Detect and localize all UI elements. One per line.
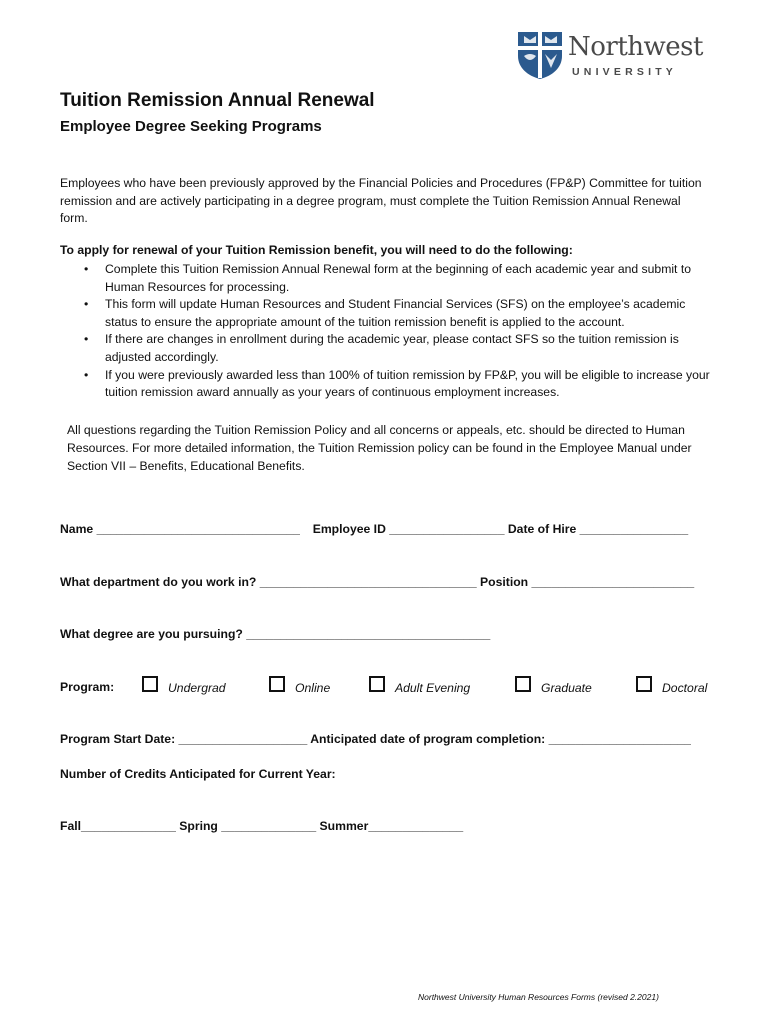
bullet-icon: • (84, 332, 89, 347)
name-field[interactable]: Name ______________________________ (60, 522, 300, 536)
anticipated-completion-field[interactable]: Anticipated date of program completion: _____________________ (310, 732, 691, 746)
list-item (60, 296, 710, 331)
credits-row (60, 819, 463, 833)
checkbox-icon[interactable] (636, 676, 652, 692)
logo-subtitle: UNIVERSITY (572, 66, 678, 78)
bullet-icon: • (84, 262, 89, 276)
northwest-university-logo (516, 30, 716, 80)
program-dates-row (60, 732, 691, 746)
program-option-doctoral[interactable] (636, 676, 708, 695)
department-row (60, 575, 694, 589)
position-field[interactable]: Position ________________________ (480, 575, 695, 589)
list-item (60, 331, 710, 366)
list-item-text: If you were previously awarded less than 100% of tuition remission by FP&P, you will be eligible to increase your tuition remission award annually as your years of continuous employment increases. (105, 367, 710, 400)
list-item-text: This form will update Human Resources and Student Financial Services (SFS) on the employee’s academic status to ensure the appropriate amount of the tuition remission benefit is applied to the account. (105, 297, 686, 329)
program-option-adult-evening[interactable] (369, 676, 471, 695)
credits-label: Number of Credits Anticipated for Current Year: (60, 767, 336, 781)
date-of-hire-field[interactable]: Date of Hire ________________ (507, 522, 689, 536)
summer-credits-field[interactable]: Summer______________ (319, 819, 464, 833)
intro-paragraph (60, 175, 710, 228)
bullet-icon: • (84, 297, 89, 312)
list-item (60, 367, 710, 402)
degree-field[interactable]: What degree are you pursuing? ____________________________________ (60, 627, 491, 641)
checkbox-icon[interactable] (142, 676, 158, 692)
program-row (60, 680, 720, 702)
shield-crest-icon (516, 30, 564, 80)
form-title: Tuition Remission Annual Renewal (60, 90, 375, 111)
program-option-online[interactable] (269, 676, 331, 695)
instruction-list (60, 261, 710, 402)
checkbox-icon[interactable] (515, 676, 531, 692)
apply-heading: To apply for renewal of your Tuition Remission benefit, you will need to do the following: (60, 243, 573, 257)
checkbox-icon[interactable] (269, 676, 285, 692)
page-footer: Northwest University Human Resources Forms (revised 2.2021) (418, 992, 659, 1002)
program-label: Program: (60, 680, 115, 694)
bullet-icon: • (84, 367, 89, 382)
logo-name: Northwest (568, 32, 703, 62)
list-item-text: If there are changes in enrollment during the academic year, please contact SFS so the tuition remission is adjusted accordingly. (105, 332, 679, 364)
employee-id-field[interactable]: Employee ID _________________ (312, 522, 505, 536)
form-subtitle: Employee Degree Seeking Programs (60, 118, 322, 135)
list-item (60, 261, 710, 296)
list-item-text: Complete this Tuition Remission Annual Renewal form at the beginning of each academic year and submit to Human Resources for processing. (105, 262, 691, 294)
department-field[interactable]: What department do you work in? ________________________________ (60, 575, 477, 589)
degree-row (60, 627, 490, 641)
option-label: Doctoral (662, 681, 708, 695)
spring-credits-field[interactable]: Spring ______________ (179, 819, 317, 833)
checkbox-icon[interactable] (369, 676, 385, 692)
policy-paragraph: All questions regarding the Tuition Remission Policy and all concerns or appeals, etc. should be directed to Human Resources. For more detailed information, the Tuition Remission policy can be found in the Employee Manual under Section VII – Benefits, Educational Benefits. (67, 423, 692, 473)
option-label: Graduate (541, 681, 592, 695)
program-start-date-field[interactable]: Program Start Date: ___________________ (60, 732, 308, 746)
program-option-graduate[interactable] (515, 676, 592, 695)
option-label: Adult Evening (395, 681, 471, 695)
program-option-undergrad[interactable] (142, 676, 226, 695)
fall-credits-field[interactable]: Fall______________ (60, 819, 176, 833)
option-label: Online (295, 681, 331, 695)
employee-info-row (60, 522, 688, 536)
intro-text: Employees who have been previously approved by the Financial Policies and Procedures (FP&P) Committee for tuition remission and are actively participating in a degree program, must complete the Tuition Remission Annual Renewal form. (60, 176, 702, 226)
option-label: Undergrad (168, 681, 226, 695)
